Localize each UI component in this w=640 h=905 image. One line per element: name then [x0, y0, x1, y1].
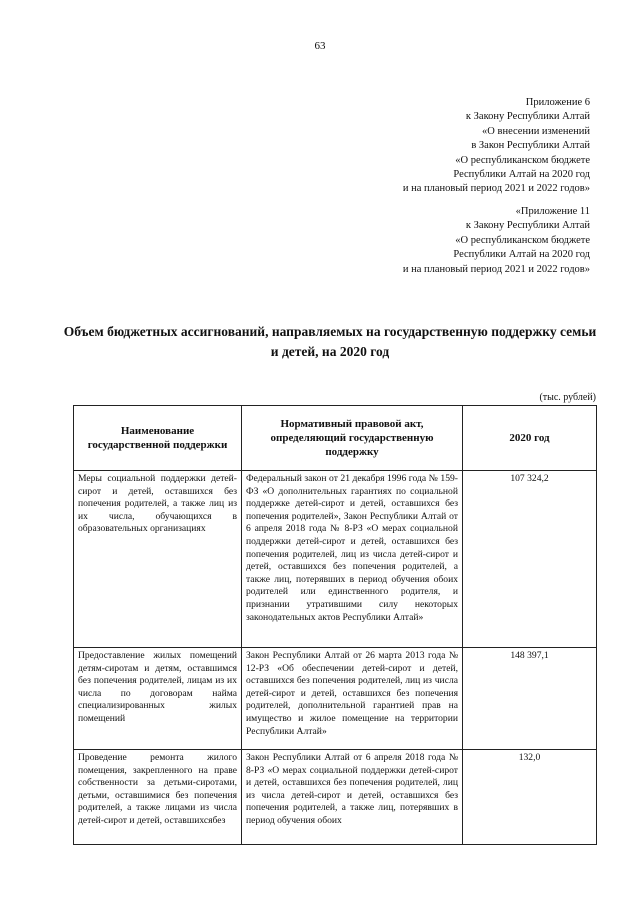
- table-row: [74, 471, 597, 648]
- appendix-line: к Закону Республики Алтай: [465, 111, 590, 123]
- amount-cell: 107 324,2: [463, 471, 597, 648]
- document-title: Объем бюджетных ассигнований, направляемых на государственную поддержку семьи и детей, на 2020 год: [63, 324, 597, 359]
- column-header-act: Нормативный правовой акт, определяющий государственную поддержку: [242, 406, 463, 471]
- page-number: 63: [314, 40, 326, 52]
- appendix-line: к Закону Республики Алтай: [465, 220, 590, 232]
- appendix-11-block: [403, 205, 590, 277]
- table-header-row: [74, 406, 597, 471]
- table-row: [74, 750, 597, 845]
- appendix-line: в Закон Республики Алтай: [471, 140, 590, 152]
- appendix-line: Республики Алтай на 2020 год: [453, 249, 590, 261]
- column-header-year: 2020 год: [463, 406, 597, 471]
- appendix-line: «О республиканском бюджете: [455, 234, 590, 246]
- support-name-cell: Проведение ремонта жилого помещения, закрепленного на праве собственности за детьми-сиротами, детьми, оставшимися без попечения родителей, а также лицами из числа детей-сирот и детей, оставшихсябез: [74, 750, 242, 845]
- appendix-line: и на плановый период 2021 и 2022 годов»: [402, 263, 590, 275]
- appendix-line: Республики Алтай на 2020 год: [453, 169, 590, 181]
- legal-act-cell: Закон Республики Алтай от 6 апреля 2018 года № 8-РЗ «О мерах социальной поддержки детей-сирот и детей, оставшихся без попечения родителей, лиц из числа детей-сирот и детей, оставшихся без попечения родителей, а также лиц, потерявших в период обучения обоих: [242, 750, 463, 845]
- support-name-cell: Предоставление жилых помещений детям-сиротам и детям, оставшимся без попечения родителей, лицам из их числа по договорам найма специализированных жилых помещений: [74, 648, 242, 750]
- appendix-6-block: [403, 96, 590, 197]
- budget-table: [73, 405, 597, 845]
- appendix-line: «Приложение 11: [515, 206, 590, 217]
- legal-act-cell: Федеральный закон от 21 декабря 1996 года № 159-ФЗ «О дополнительных гарантиях по социальной поддержке детей-сирот и детей, оставшихся без попечения родителей», Закон Республики Алтай от 6 апреля 2018 года № 8-РЗ «О мерах социальной поддержки детей-сирот и детей, оставшихся без попечения родителей, лиц из числа детей-сирот и детей, оставшихся без попечения родителей, а также лиц, потерявших в период обучения обоих родителей или единственного родителя, и признании утратившими силу некоторых законодательных актов Республики Алтай»: [242, 471, 463, 648]
- amount-cell: 148 397,1: [463, 648, 597, 750]
- support-name-cell: Меры социальной поддержки детей-сирот и детей, оставшихся без попечения родителей, а также лиц из их числа, обучающихся в образовательных организациях: [74, 471, 242, 648]
- appendix-line: Приложение 6: [525, 97, 590, 108]
- appendix-line: и на плановый период 2021 и 2022 годов»: [402, 183, 590, 195]
- appendix-line: «О республиканском бюджете: [455, 154, 590, 166]
- appendix-line: «О внесении изменений: [482, 125, 590, 137]
- table-row: [74, 648, 597, 750]
- legal-act-cell: Закон Республики Алтай от 26 марта 2013 года № 12-РЗ «Об обеспечении детей-сирот и детей, оставшихся без попечения родителей, лиц из числа детей-сирот и детей, оставшихся без попечения родителей, дополнительной гарантией прав на имущество и жилое помещение на территории Республики Алтай»: [242, 648, 463, 750]
- column-header-name: Наименование государственной поддержки: [74, 406, 242, 471]
- amount-cell: 132,0: [463, 750, 597, 845]
- units-label: (тыс. рублей): [539, 392, 596, 403]
